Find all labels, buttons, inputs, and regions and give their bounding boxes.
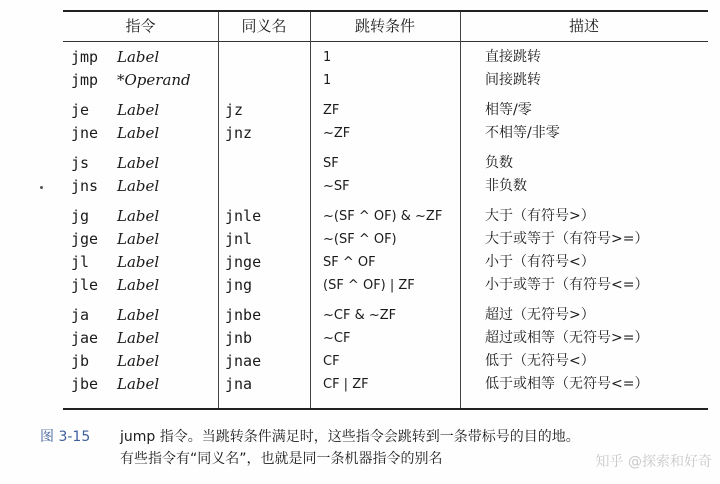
instruction-mnemonic: je: [71, 101, 90, 119]
instruction-description: 大于或等于（有符号>=）: [485, 231, 649, 247]
instruction-description: 负数: [485, 155, 513, 171]
instruction-mnemonic: jge: [71, 230, 99, 248]
header-synonym: 同义名: [241, 17, 287, 35]
caption-line-1: jump 指令。当跳转条件满足时，这些指令会跳转到一条带标号的目的地。: [120, 429, 580, 445]
instruction-mnemonic: jmp: [71, 48, 99, 66]
stray-dot: [40, 186, 43, 189]
table-row: [63, 251, 708, 274]
instruction-synonym: jnb: [225, 329, 253, 347]
instruction-description: 间接跳转: [485, 72, 541, 88]
caption-line-2: 有些指令有“同义名”，也就是同一条机器指令的别名: [120, 451, 443, 467]
table-row: [63, 152, 708, 175]
instruction-synonym: jnbe: [225, 306, 262, 324]
instruction-description: 超过（无符号>）: [485, 307, 595, 323]
header-instruction: 指令: [125, 17, 156, 35]
instruction-synonym: jz: [225, 101, 244, 119]
instruction-operand: Label: [117, 306, 160, 324]
table-row: [63, 274, 708, 297]
header-description: 描述: [568, 17, 599, 35]
jump-condition: SF ^ OF: [323, 255, 376, 270]
instruction-synonym: jnl: [225, 230, 253, 248]
jump-condition: SF: [323, 156, 339, 171]
instruction-mnemonic: jg: [71, 207, 90, 225]
jump-condition: ZF: [323, 103, 340, 118]
instruction-operand: Label: [117, 207, 160, 225]
table-row: [63, 373, 708, 396]
instruction-description: 不相等/非零: [485, 125, 560, 141]
table-row: [63, 205, 708, 228]
instruction-operand: Label: [117, 276, 160, 294]
instruction-operand: Label: [117, 253, 160, 271]
instruction-mnemonic: jl: [71, 253, 90, 271]
instruction-synonym: jng: [225, 276, 253, 294]
instruction-operand: Label: [117, 124, 160, 142]
instruction-mnemonic: jle: [71, 276, 99, 294]
instruction-operand: Label: [117, 375, 160, 393]
instruction-description: 相等/零: [485, 102, 532, 118]
table-row: [63, 99, 708, 122]
instruction-description: 直接跳转: [485, 49, 541, 65]
header-condition: 跳转条件: [354, 17, 415, 35]
table-header: [63, 12, 708, 42]
watermark: 知乎 @探索和好奇: [595, 454, 712, 470]
jump-instruction-table: [63, 10, 708, 410]
jump-condition: CF: [323, 354, 340, 369]
jump-condition: CF | ZF: [323, 377, 369, 392]
instruction-mnemonic: jns: [71, 177, 99, 195]
instruction-operand: Label: [117, 230, 160, 248]
table-row: [63, 69, 708, 92]
jump-condition: 1: [323, 73, 332, 88]
jump-condition: (SF ^ OF) | ZF: [323, 278, 415, 293]
instruction-mnemonic: js: [71, 154, 90, 172]
instruction-synonym: jnz: [225, 124, 253, 142]
instruction-description: 超过或相等（无符号>=）: [485, 330, 649, 346]
instruction-operand: Label: [117, 177, 160, 195]
jump-condition: ~ZF: [323, 126, 351, 141]
figure-label: 图 3-15: [40, 429, 91, 445]
table-row: [63, 350, 708, 373]
table-row: [63, 327, 708, 350]
jump-condition: ~(SF ^ OF) & ~ZF: [323, 209, 443, 224]
jump-condition: 1: [323, 50, 332, 65]
instruction-description: 低于（无符号<）: [485, 353, 595, 369]
instruction-operand: Label: [117, 352, 160, 370]
instruction-synonym: jna: [225, 375, 253, 393]
instruction-description: 低于或相等（无符号<=）: [485, 376, 649, 392]
instruction-synonym: jnae: [225, 352, 262, 370]
table-row: [63, 228, 708, 251]
instruction-operand: *Operand: [117, 71, 191, 89]
jump-condition: ~CF: [323, 331, 351, 346]
instruction-description: 小于（有符号<）: [485, 254, 595, 270]
instruction-mnemonic: ja: [71, 306, 90, 324]
instruction-operand: Label: [117, 48, 160, 66]
instruction-operand: Label: [117, 329, 160, 347]
jump-condition: ~SF: [323, 179, 350, 194]
instruction-description: 大于（有符号>）: [485, 208, 595, 224]
instruction-operand: Label: [117, 154, 160, 172]
instruction-description: 小于或等于（有符号<=）: [485, 277, 649, 293]
instruction-mnemonic: jbe: [71, 375, 99, 393]
instruction-synonym: jnge: [225, 253, 262, 271]
instruction-description: 非负数: [485, 178, 527, 194]
table-row: [63, 122, 708, 145]
table-row: [63, 46, 708, 69]
jump-condition: ~CF & ~ZF: [323, 308, 397, 323]
instruction-synonym: jnle: [225, 207, 262, 225]
instruction-mnemonic: jb: [71, 352, 90, 370]
table-row: [63, 175, 708, 198]
instruction-mnemonic: jne: [71, 124, 99, 142]
instruction-mnemonic: jmp: [71, 71, 99, 89]
instruction-operand: Label: [117, 101, 160, 119]
jump-condition: ~(SF ^ OF): [323, 232, 397, 247]
table-row: [63, 304, 708, 327]
instruction-mnemonic: jae: [71, 329, 99, 347]
